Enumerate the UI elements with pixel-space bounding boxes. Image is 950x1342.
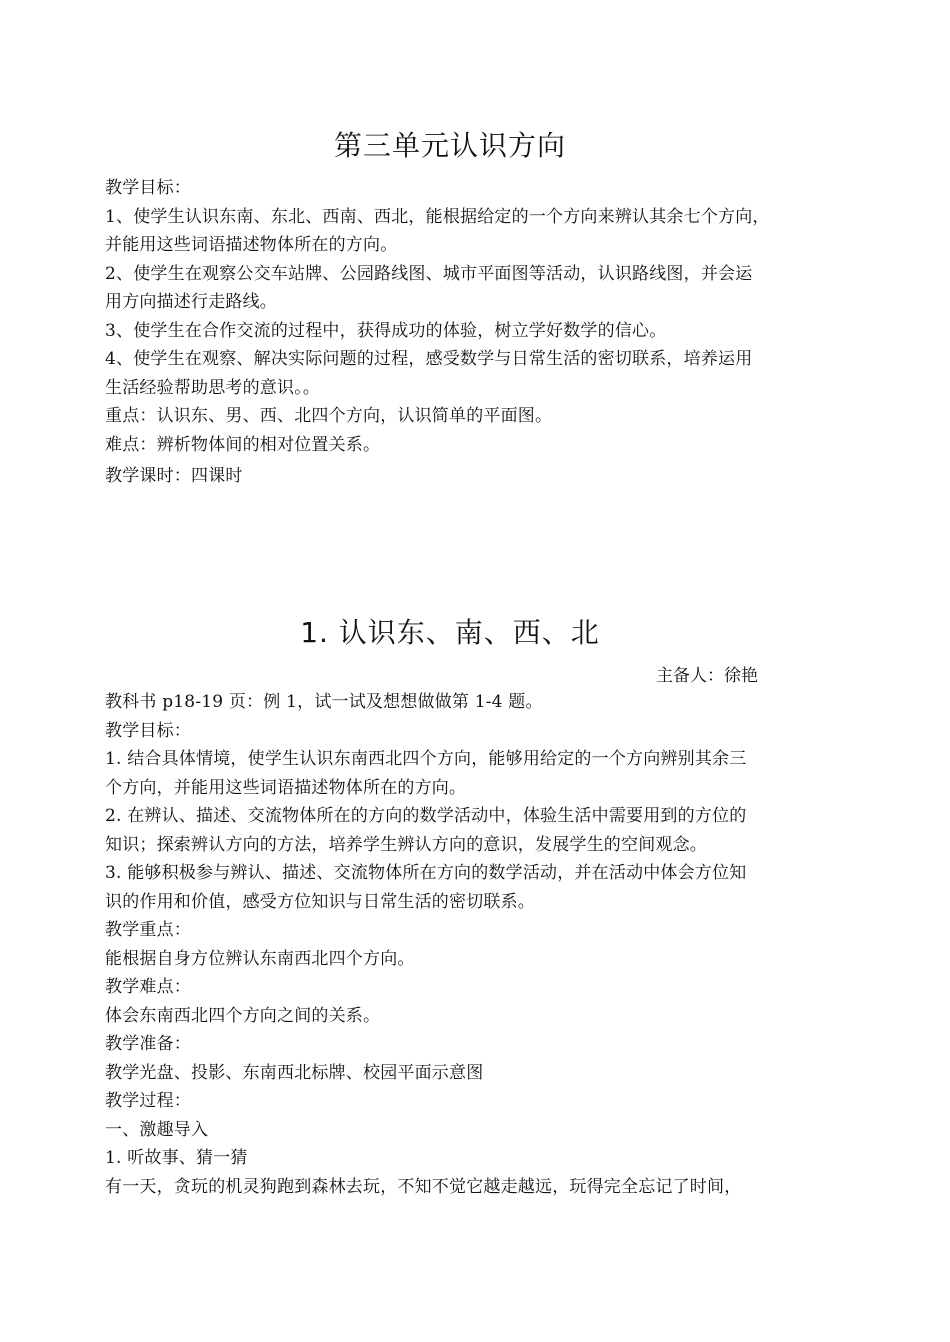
unit-line: 生活经验帮助思考的意识。。 [105, 377, 321, 398]
lesson-line: 教学重点： [105, 920, 191, 940]
unit-line: 3、使学生在合作交流的过程中，获得成功的体验，树立学好数学的信心。 [105, 320, 667, 341]
lesson-line: 教学难点： [105, 977, 191, 997]
lesson-line: 识的作用和价值，感受方位知识与日常生活的密切联系。 [105, 891, 535, 912]
lesson-line: 3. 能够积极参与辨认、描述、交流物体所在方向的数学活动，并在活动中体会方位知 [105, 863, 747, 883]
lesson-line: 2. 在辨认、描述、交流物体所在的方向的数学活动中，体验生活中需要用到的方位的 [105, 806, 747, 826]
unit-line: 难点：辨析物体间的相对位置关系。 [105, 434, 381, 455]
lesson-line: 1. 听故事、猜一猜 [105, 1148, 248, 1168]
unit-hours-line: 教学课时：四课时 [105, 466, 243, 486]
lesson-line: 能根据自身方位辨认东南西北四个方向。 [105, 948, 415, 969]
lesson-line: 1. 结合具体情境，使学生认识东南西北四个方向，能够用给定的一个方向辨别其余三 [105, 749, 747, 769]
unit-line: 1、使学生认识东南、东北、西南、西北，能根据给定的一个方向来辨认其余七个方向， [105, 206, 770, 227]
lesson-line: 个方向，并能用这些词语描述物体所在的方向。 [105, 777, 467, 798]
lesson-line: 体会东南西北四个方向之间的关系。 [105, 1005, 381, 1026]
unit-line: 用方向描述行走路线。 [105, 292, 277, 312]
lesson-line: 教科书 p18-19 页：例 1，试一试及想想做做第 1-4 题。 [105, 692, 543, 712]
lesson-line: 知识；探索辨认方向的方法，培养学生辨认方向的意识，发展学生的空间观念。 [105, 834, 707, 855]
unit-line: 4、使学生在观察、解决实际问题的过程，感受数学与日常生活的密切联系，培养运用 [105, 349, 753, 369]
unit-hours [105, 462, 805, 491]
lesson-line: 教学准备： [105, 1034, 191, 1054]
lesson-body [105, 688, 805, 1201]
unit-line: 重点：认识东、男、西、北四个方向，认识简单的平面图。 [105, 406, 553, 426]
lesson-line: 一、激趣导入 [105, 1119, 209, 1140]
unit-title: 第三单元认识方向 [333, 129, 566, 162]
lesson-line: 有一天，贪玩的机灵狗跑到森林去玩，不知不觉它越走越远，玩得完全忘记了时间， [105, 1176, 742, 1197]
unit-line: 并能用这些词语描述物体所在的方向。 [105, 235, 398, 255]
unit-line: 教学目标： [105, 178, 191, 198]
preparer-label: 主备人：徐艳 [656, 666, 758, 686]
lesson-line: 教学目标： [105, 720, 191, 741]
lesson-title: 1. 认识东、南、西、北 [300, 616, 600, 649]
lesson-line: 教学光盘、投影、东南西北标牌、校园平面示意图 [105, 1062, 484, 1083]
lesson-line: 教学过程： [105, 1091, 191, 1111]
unit-body [105, 174, 805, 459]
unit-line: 2、使学生在观察公交车站牌、公园路线图、城市平面图等活动，认识路线图，并会运 [105, 263, 753, 284]
